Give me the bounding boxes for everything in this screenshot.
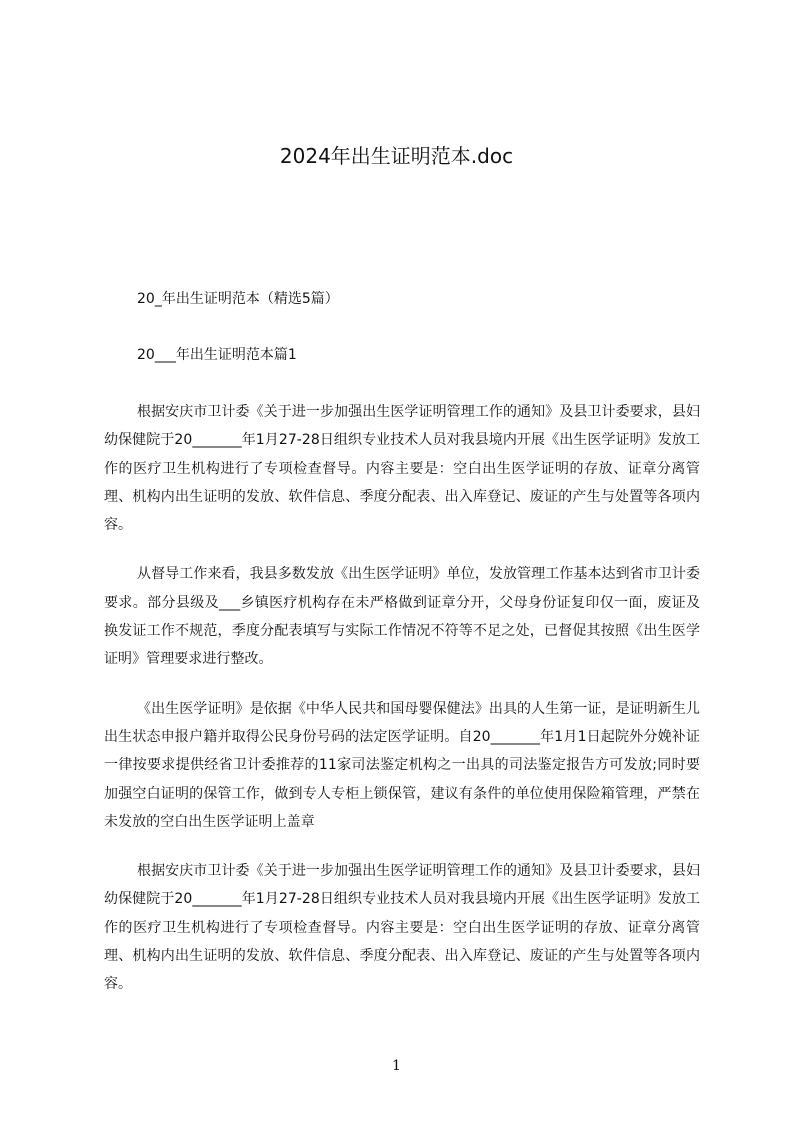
document-body (104, 286, 700, 1020)
body-paragraph: 根据安庆市卫计委《关于进一步加强出生医学证明管理工作的通知》及县卫计委要求，县妇幼保健院于20_______年1月27-28日组织专业技术人员对我县境内开展《出生医学证明》发放工作的医疗卫生机构进行了专项检查督导。内容主要是：空白出生医学证明的存放、证章分离管理、机构内出生证明的发放、软件信息、季度分配表、出入库登记、废证的产生与处置等各项内容。 (104, 863, 700, 993)
page-number: 1 (392, 1058, 401, 1074)
body-paragraph: 《出生医学证明》是依据《中华人民共和国母婴保健法》出具的人生第一证，是证明新生儿出生状态申报户籍并取得公民身份号码的法定医学证明。自20_______年1月1日起院外分娩补证一律按要求提供经省卫计委推荐的11家司法鉴定机构之一出具的司法鉴定报告方可发放;同时要加强空白证明的保管工作，做到专人专柜上锁保管，建议有条件的单位使用保险箱管理，严禁在未发放的空白出生医学证明上盖章 (104, 700, 700, 830)
document-title: 2024年出生证明范本.doc (279, 144, 514, 168)
body-paragraph: 从督导工作来看，我县多数发放《出生医学证明》单位，发放管理工作基本达到省市卫计委要求。部分县级及___乡镇医疗机构存在未严格做到证章分开，父母身份证复印仅一面，废证及换发证工作不规范，季度分配表填写与实际工作情况不符等不足之处，已督促其按照《出生医学证明》管理要求进行整改。 (104, 566, 700, 668)
body-paragraph: 根据安庆市卫计委《关于进一步加强出生医学证明管理工作的通知》及县卫计委要求，县妇幼保健院于20_______年1月27-28日组织专业技术人员对我县境内开展《出生医学证明》发放工作的医疗卫生机构进行了专项检查督导。内容主要是：空白出生医学证明的存放、证章分离管理、机构内出生证明的发放、软件信息、季度分配表、出入库登记、废证的产生与处置等各项内容。 (104, 404, 700, 534)
section-heading: 20___年出生证明范本篇1 (137, 347, 297, 363)
collection-heading: 20_年出生证明范本（精选5篇） (137, 291, 339, 307)
